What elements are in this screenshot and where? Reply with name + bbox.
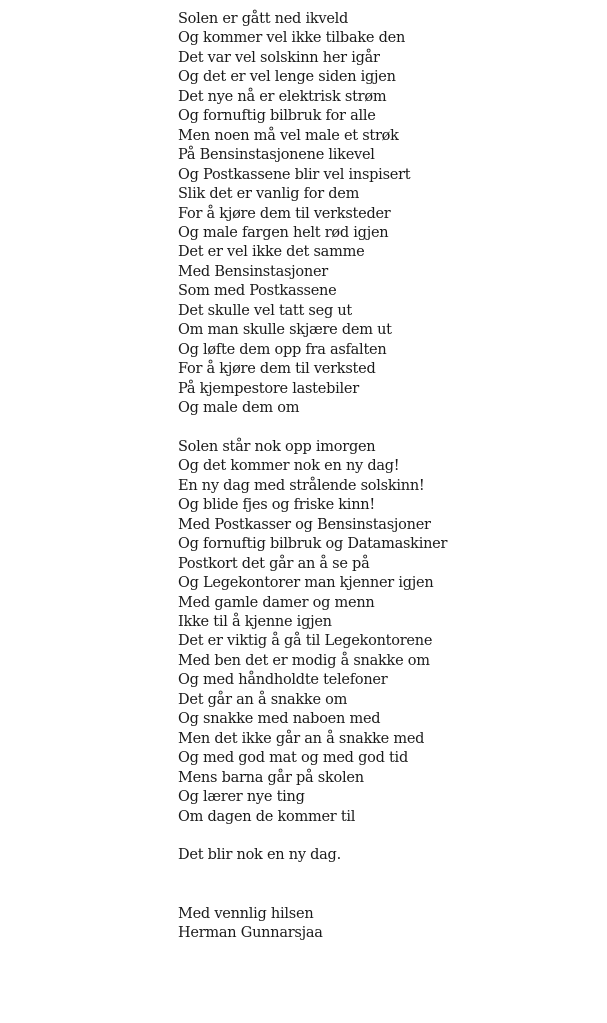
poem-line: Og male fargen helt rød igjen — [178, 224, 389, 241]
poem-line: For å kjøre dem til verksteder — [178, 205, 391, 222]
poem-line: Postkort det går an å se på — [178, 555, 370, 572]
stanza-3 — [178, 846, 598, 865]
poem-line: Men noen må vel male et strøk — [178, 127, 399, 144]
poem-line: Det går an å snakke om — [178, 691, 348, 708]
poem-line: Og Legekontorer man kjenner igjen — [178, 575, 434, 592]
poem-line: Og med håndholdte telefoner — [178, 672, 388, 689]
poem-line: Ikke til å kjenne igjen — [178, 614, 332, 631]
poem-document — [178, 10, 598, 944]
poem-line: Det blir nok en ny dag. — [178, 847, 341, 864]
poem-line: Mens barna går på skolen — [178, 769, 364, 786]
stanza-1 — [178, 10, 598, 419]
poem-line: Det skulle vel tatt seg ut — [178, 302, 353, 319]
poem-line: Om dagen de kommer til — [178, 808, 356, 825]
poem-line: Men det ikke går an å snakke med — [178, 730, 425, 747]
poem-line: Solen er gått ned ikveld — [178, 11, 349, 27]
poem-line: Og Postkassene blir vel inspisert — [178, 166, 411, 183]
poem-line: Det nye nå er elektrisk strøm — [178, 88, 387, 105]
poem-line: Og det kommer nok en ny dag! — [178, 458, 400, 475]
closing-greeting: Med vennlig hilsen — [178, 905, 314, 922]
poem-line: Og fornuftig bilbruk for alle — [178, 108, 376, 125]
poem-line: Med ben det er modig å snakke om — [178, 652, 430, 669]
poem-line: Om man skulle skjære dem ut — [178, 322, 392, 339]
poem-line: På kjempestore lastebiler — [178, 380, 359, 397]
poem-line: På Bensinstasjonene likevel — [178, 147, 375, 164]
poem-line: Og fornuftig bilbruk og Datamaskiner — [178, 536, 448, 553]
closing-block — [178, 905, 598, 944]
poem-line: Solen står nok opp imorgen — [178, 438, 376, 455]
poem-line: Slik det er vanlig for dem — [178, 186, 360, 203]
poem-line: Det er viktig å gå til Legekontorene — [178, 633, 433, 650]
poem-line: Og kommer vel ikke tilbake den — [178, 30, 406, 47]
poem-line: Som med Postkassene — [178, 283, 337, 300]
poem-line: Med gamle damer og menn — [178, 594, 375, 611]
poem-line: Og lærer nye ting — [178, 789, 305, 806]
poem-line: Og male dem om — [178, 400, 300, 417]
poem-line: Med Postkasser og Bensinstasjoner — [178, 516, 431, 533]
poem-line: Det var vel solskinn her igår — [178, 49, 380, 66]
poem-line: En ny dag med strålende solskinn! — [178, 477, 425, 494]
poem-line: Og snakke med naboen med — [178, 711, 381, 728]
signature-name: Herman Gunnarsjaa — [178, 925, 323, 942]
poem-line: Og løfte dem opp fra asfalten — [178, 341, 387, 358]
poem-line: For å kjøre dem til verksted — [178, 361, 376, 378]
poem-line: Det er vel ikke det samme — [178, 244, 365, 261]
stanza-2 — [178, 438, 598, 827]
poem-line: Og blide fjes og friske kinn! — [178, 497, 375, 514]
poem-line: Og med god mat og med god tid — [178, 750, 408, 767]
poem-line: Og det er vel lenge siden igjen — [178, 69, 396, 86]
poem-line: Med Bensinstasjoner — [178, 263, 328, 280]
